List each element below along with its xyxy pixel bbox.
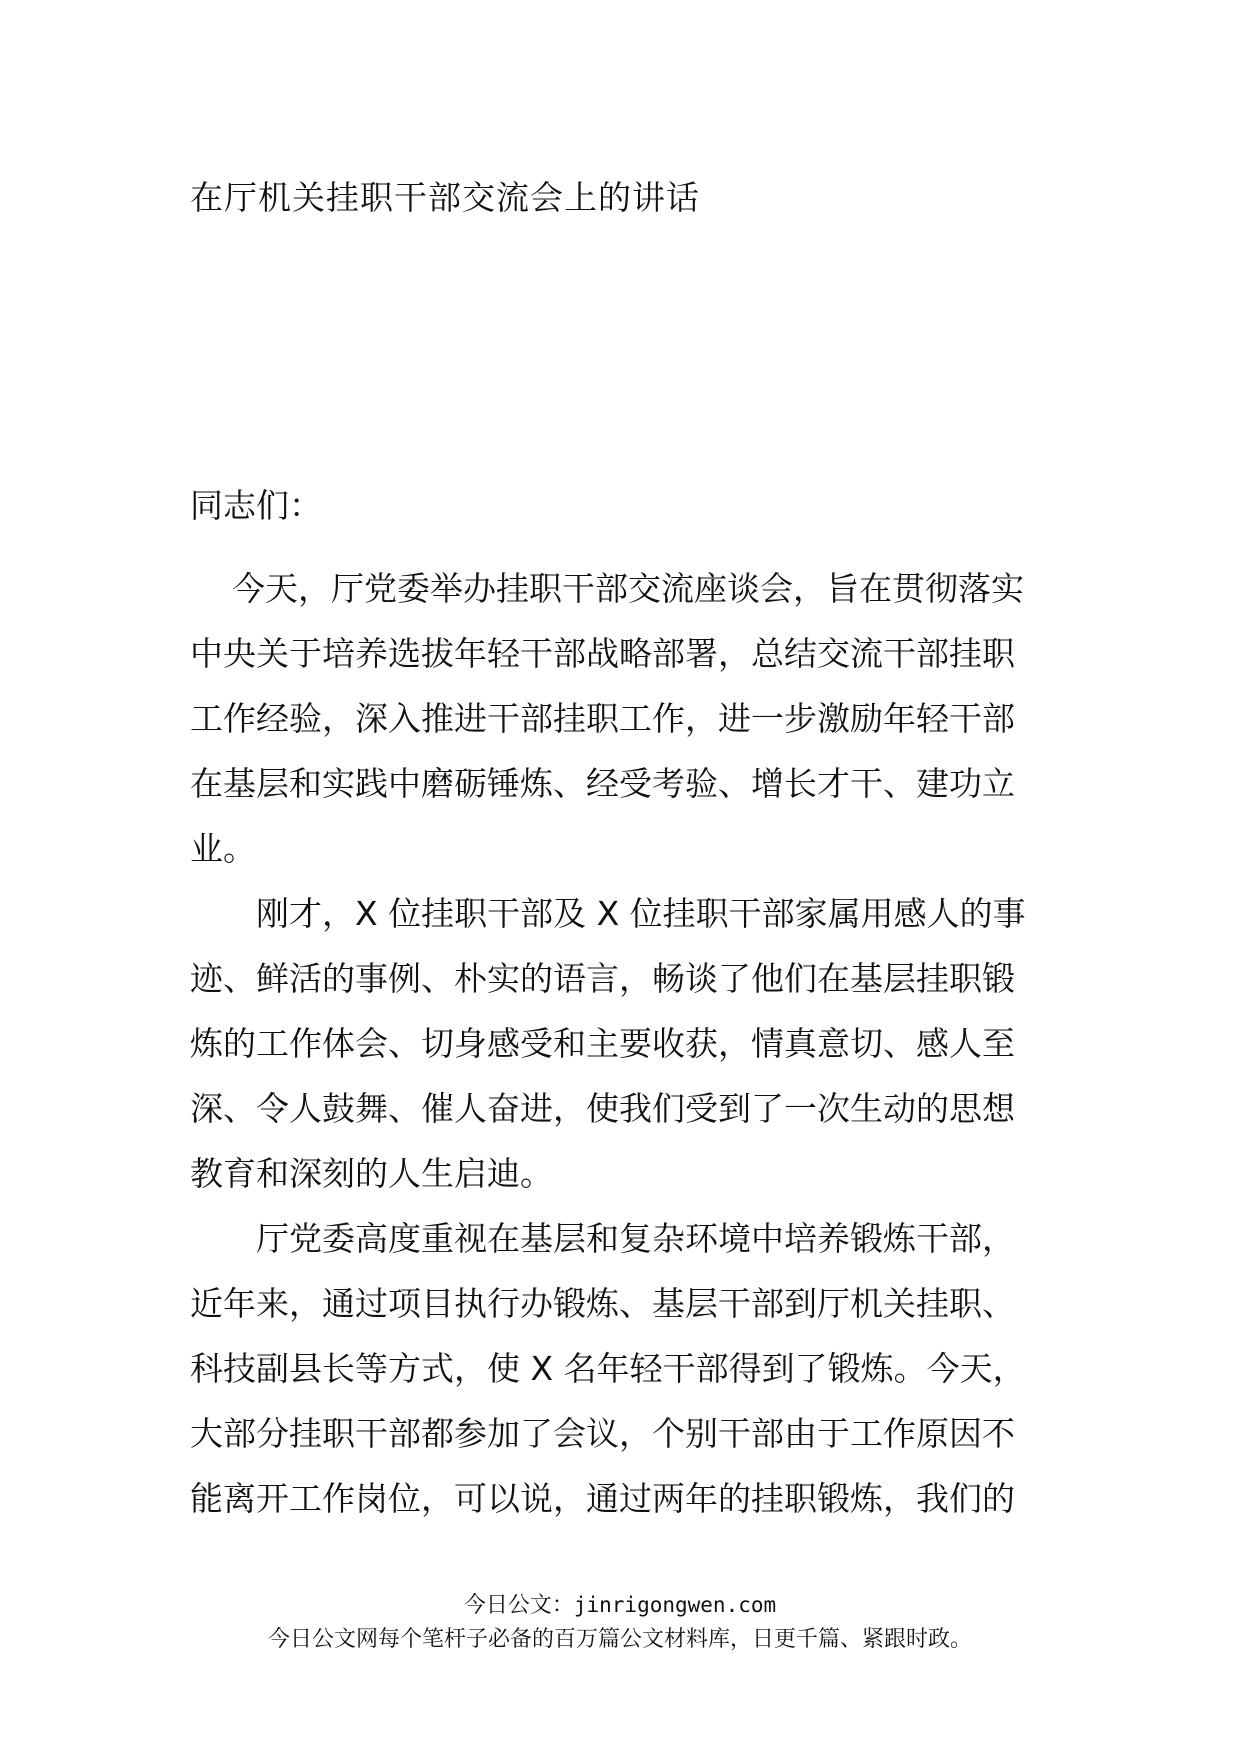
paragraph-line: 工作经验，深入推进干部挂职工作，进一步激励年轻干部 xyxy=(190,699,1015,738)
footer-source xyxy=(0,1588,1240,1623)
paragraph-line: 今天，厅党委举办挂职干部交流座谈会，旨在贯彻落实 xyxy=(232,569,1024,608)
paragraph-line: 在基层和实践中磨砺锤炼、经受考验、增长才干、建功立 xyxy=(190,764,1015,803)
paragraph-1 xyxy=(190,556,1040,881)
salutation: 同志们： xyxy=(190,486,322,525)
paragraph-line: 近年来，通过项目执行办锻炼、基层干部到厅机关挂职、 xyxy=(190,1284,1015,1323)
document-title: 在厅机关挂职干部交流会上的讲话 xyxy=(190,178,700,217)
paragraph-line: 大部分挂职干部都参加了会议，个别干部由于工作原因不 xyxy=(190,1414,1015,1453)
paragraph-line: 中央关于培养选拔年轻干部战略部署，总结交流干部挂职 xyxy=(190,634,1015,673)
footer-url-link[interactable]: jinrigongwen.com xyxy=(573,1593,777,1617)
paragraph-3 xyxy=(190,1206,1040,1531)
footer-label: 今日公文： xyxy=(463,1593,574,1618)
page-footer xyxy=(0,1588,1240,1657)
paragraph-line: 深、令人鼓舞、催人奋进，使我们受到了一次生动的思想 xyxy=(190,1089,1015,1128)
footer-tagline: 今日公文网每个笔杆子必备的百万篇公文材料库，日更千篇、紧跟时政。 xyxy=(267,1627,972,1652)
paragraph-line: 刚才，X 位挂职干部及 X 位挂职干部家属用感人的事 xyxy=(256,894,1026,933)
paragraph-line: 业。 xyxy=(190,829,256,868)
paragraph-line: 厅党委高度重视在基层和复杂环境中培养锻炼干部， xyxy=(256,1219,1015,1258)
paragraph-line: 教育和深刻的人生启迪。 xyxy=(190,1154,553,1193)
paragraph-2 xyxy=(190,881,1040,1206)
paragraph-line: 炼的工作体会、切身感受和主要收获，情真意切、感人至 xyxy=(190,1024,1015,1063)
paragraph-line: 迹、鲜活的事例、朴实的语言，畅谈了他们在基层挂职锻 xyxy=(190,959,1015,998)
paragraph-line: 科技副县长等方式，使 X 名年轻干部得到了锻炼。今天， xyxy=(190,1349,1026,1388)
paragraph-line: 能离开工作岗位，可以说，通过两年的挂职锻炼，我们的 xyxy=(190,1479,1015,1518)
